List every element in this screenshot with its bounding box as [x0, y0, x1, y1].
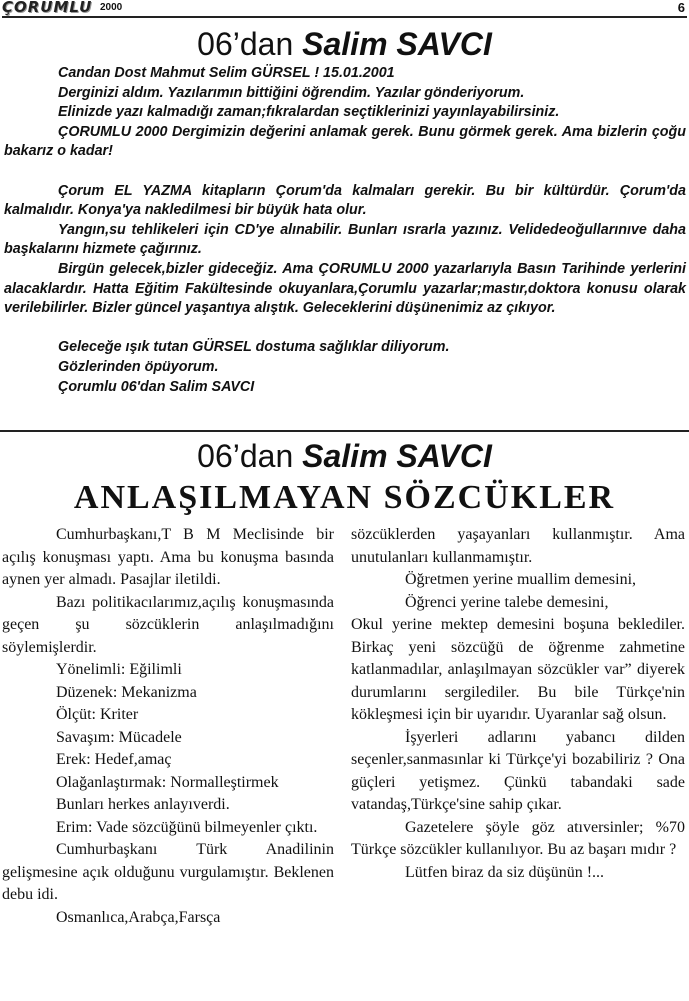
word-pair: Yönelimli: Eğilimli	[56, 661, 182, 678]
word-pair: Ölçüt: Kriter	[56, 706, 139, 723]
letter-signature: Çorumlu 06'dan Salim SAVCI	[58, 378, 255, 395]
column-paragraph: Lütfen biraz da siz düşünün !...	[405, 863, 605, 881]
letter-paragraph: Yangın,su tehlikeleri için CD'ye alınabilir. Bunları ısrarla yazınız. Velidedeoğullarınıve daha başkalarını hizmete çağırınız.	[4, 221, 686, 258]
letter-closing: Geleceğe ışık tutan GÜRSEL dostuma sağlıklar diliyorum.	[58, 339, 450, 356]
letter-paragraph: Derginizi aldım. Yazılarımın bittiğini öğrendim. Yazılar gönderiyorum.	[58, 84, 525, 101]
article1-letter	[4, 64, 686, 397]
page-number: 6	[677, 0, 685, 15]
magazine-logo: ÇORUMLU	[2, 0, 93, 16]
article2-column-2	[351, 524, 685, 884]
article2-title-name: Salim SAVCI	[302, 438, 492, 474]
article2-column-1	[2, 524, 334, 929]
letter-greeting: Candan Dost Mahmut Selim GÜRSEL ! 15.01.2001	[58, 65, 395, 81]
letter-paragraph: Çorum EL YAZMA kitapların Çorum'da kalmaları gerekir. Bu bir kültürdür. Çorum'da kalmalıdır. Konya'ya nakledilmesi bir büyük hata olur.	[4, 182, 686, 219]
letter-paragraph: Elinizde yazı kalmadığı zaman;fıkralardan seçtiklerinizi yayınlayabilirsiniz.	[58, 104, 560, 121]
column-paragraph: Erim: Vade sözcüğünü bilmeyenler çıktı.	[56, 818, 318, 836]
word-pair: Savaşım: Mücadele	[56, 728, 182, 746]
header-rule	[2, 16, 687, 18]
article1-title	[0, 26, 689, 62]
letter-closing: Gözlerinden öpüyorum.	[58, 358, 219, 375]
article2-headline: ANLAŞILMAYAN SÖZCÜKLER	[73, 479, 616, 516]
column-paragraph: Osmanlıca,Arabça,Farsça	[56, 908, 221, 926]
column-paragraph: İşyerleri adlarını yabancı dilden seçenler,sanmasınlar ki Türkçe'yi bozabiliriz ? Ona güçleri yetişmez. Çünkü tabandaki sade vatandaş,Türkçe'sine sahip çıkar.	[351, 728, 685, 813]
article2-title	[0, 438, 689, 474]
column-paragraph: sözcüklerden yaşayanları kullanmıştır. Ama unutulanları kullanmamıştır.	[351, 526, 685, 566]
column-paragraph: Okul yerine mektep demesini boşuna beklediler. Birkaç yeni sözcüğü de öğrenme zahmetine katlanmadılar, anlaşılmayan sözcükler var” diyerek durumlarını sergilediler. Bu bile Türkçe'nin kökleşmesi için bir uyarıdır. Uyaranlar sağ olsun.	[351, 616, 685, 723]
article2-title-prefix: 06’dan	[197, 438, 294, 474]
word-pair: Olağanlaştırmak: Normalleştirmek	[56, 773, 279, 791]
column-paragraph: Gazetelere şöyle göz atıversinler; %70 Türkçe sözcükler kullanılıyor. Bu az başarı mıdır ?	[351, 818, 685, 858]
column-paragraph: Öğretmen yerine muallim demesini,	[405, 571, 637, 588]
column-paragraph: Bunları herkes anlayıverdi.	[56, 796, 230, 813]
article1-title-name: Salim SAVCI	[302, 26, 492, 62]
letter-paragraph: ÇORUMLU 2000 Dergimizin değerini anlamak gerek. Bunu görmek gerek. Ama bizlerin çoğu bakarız o kadar!	[4, 123, 686, 160]
column-paragraph: Cumhurbaşkanı,T B M Meclisinde bir açılış konuşması yaptı. Ama bu konuşma basında aynen yer almadı. Pasajlar iletildi.	[2, 526, 334, 588]
word-pair: Düzenek: Mekanizma	[56, 683, 197, 701]
section-divider	[0, 430, 689, 432]
letter-paragraph: Birgün gelecek,bizler gideceğiz. Ama ÇORUMLU 2000 yazarlarıyla Basın Tarihinde yerlerini alacaklardır. Hatta Eğitim Fakültesinde okuyanlara,Çorumlu yazarlar;mastır,doktora konusu olarak verilebilirler. Bizler güncel yaşantıya alıştık. Geleceklerini düşünenimiz az çıkıyor.	[4, 260, 686, 317]
column-paragraph: Bazı politikacılarımız,açılış konuşmasında geçen şu sözcüklerin anlaşılmadığını söylemişlerdir.	[2, 593, 334, 656]
word-pair: Erek: Hedef,amaç	[56, 751, 172, 768]
page-header	[0, 0, 689, 18]
magazine-year: 2000	[100, 2, 123, 13]
article1-title-prefix: 06’dan	[197, 26, 294, 62]
column-paragraph: Öğrenci yerine talebe demesini,	[405, 593, 609, 611]
column-paragraph: Cumhurbaşkanı Türk Anadilinin gelişmesine açık olduğunu vurgulamıştır. Beklenen debu idi.	[2, 841, 334, 903]
